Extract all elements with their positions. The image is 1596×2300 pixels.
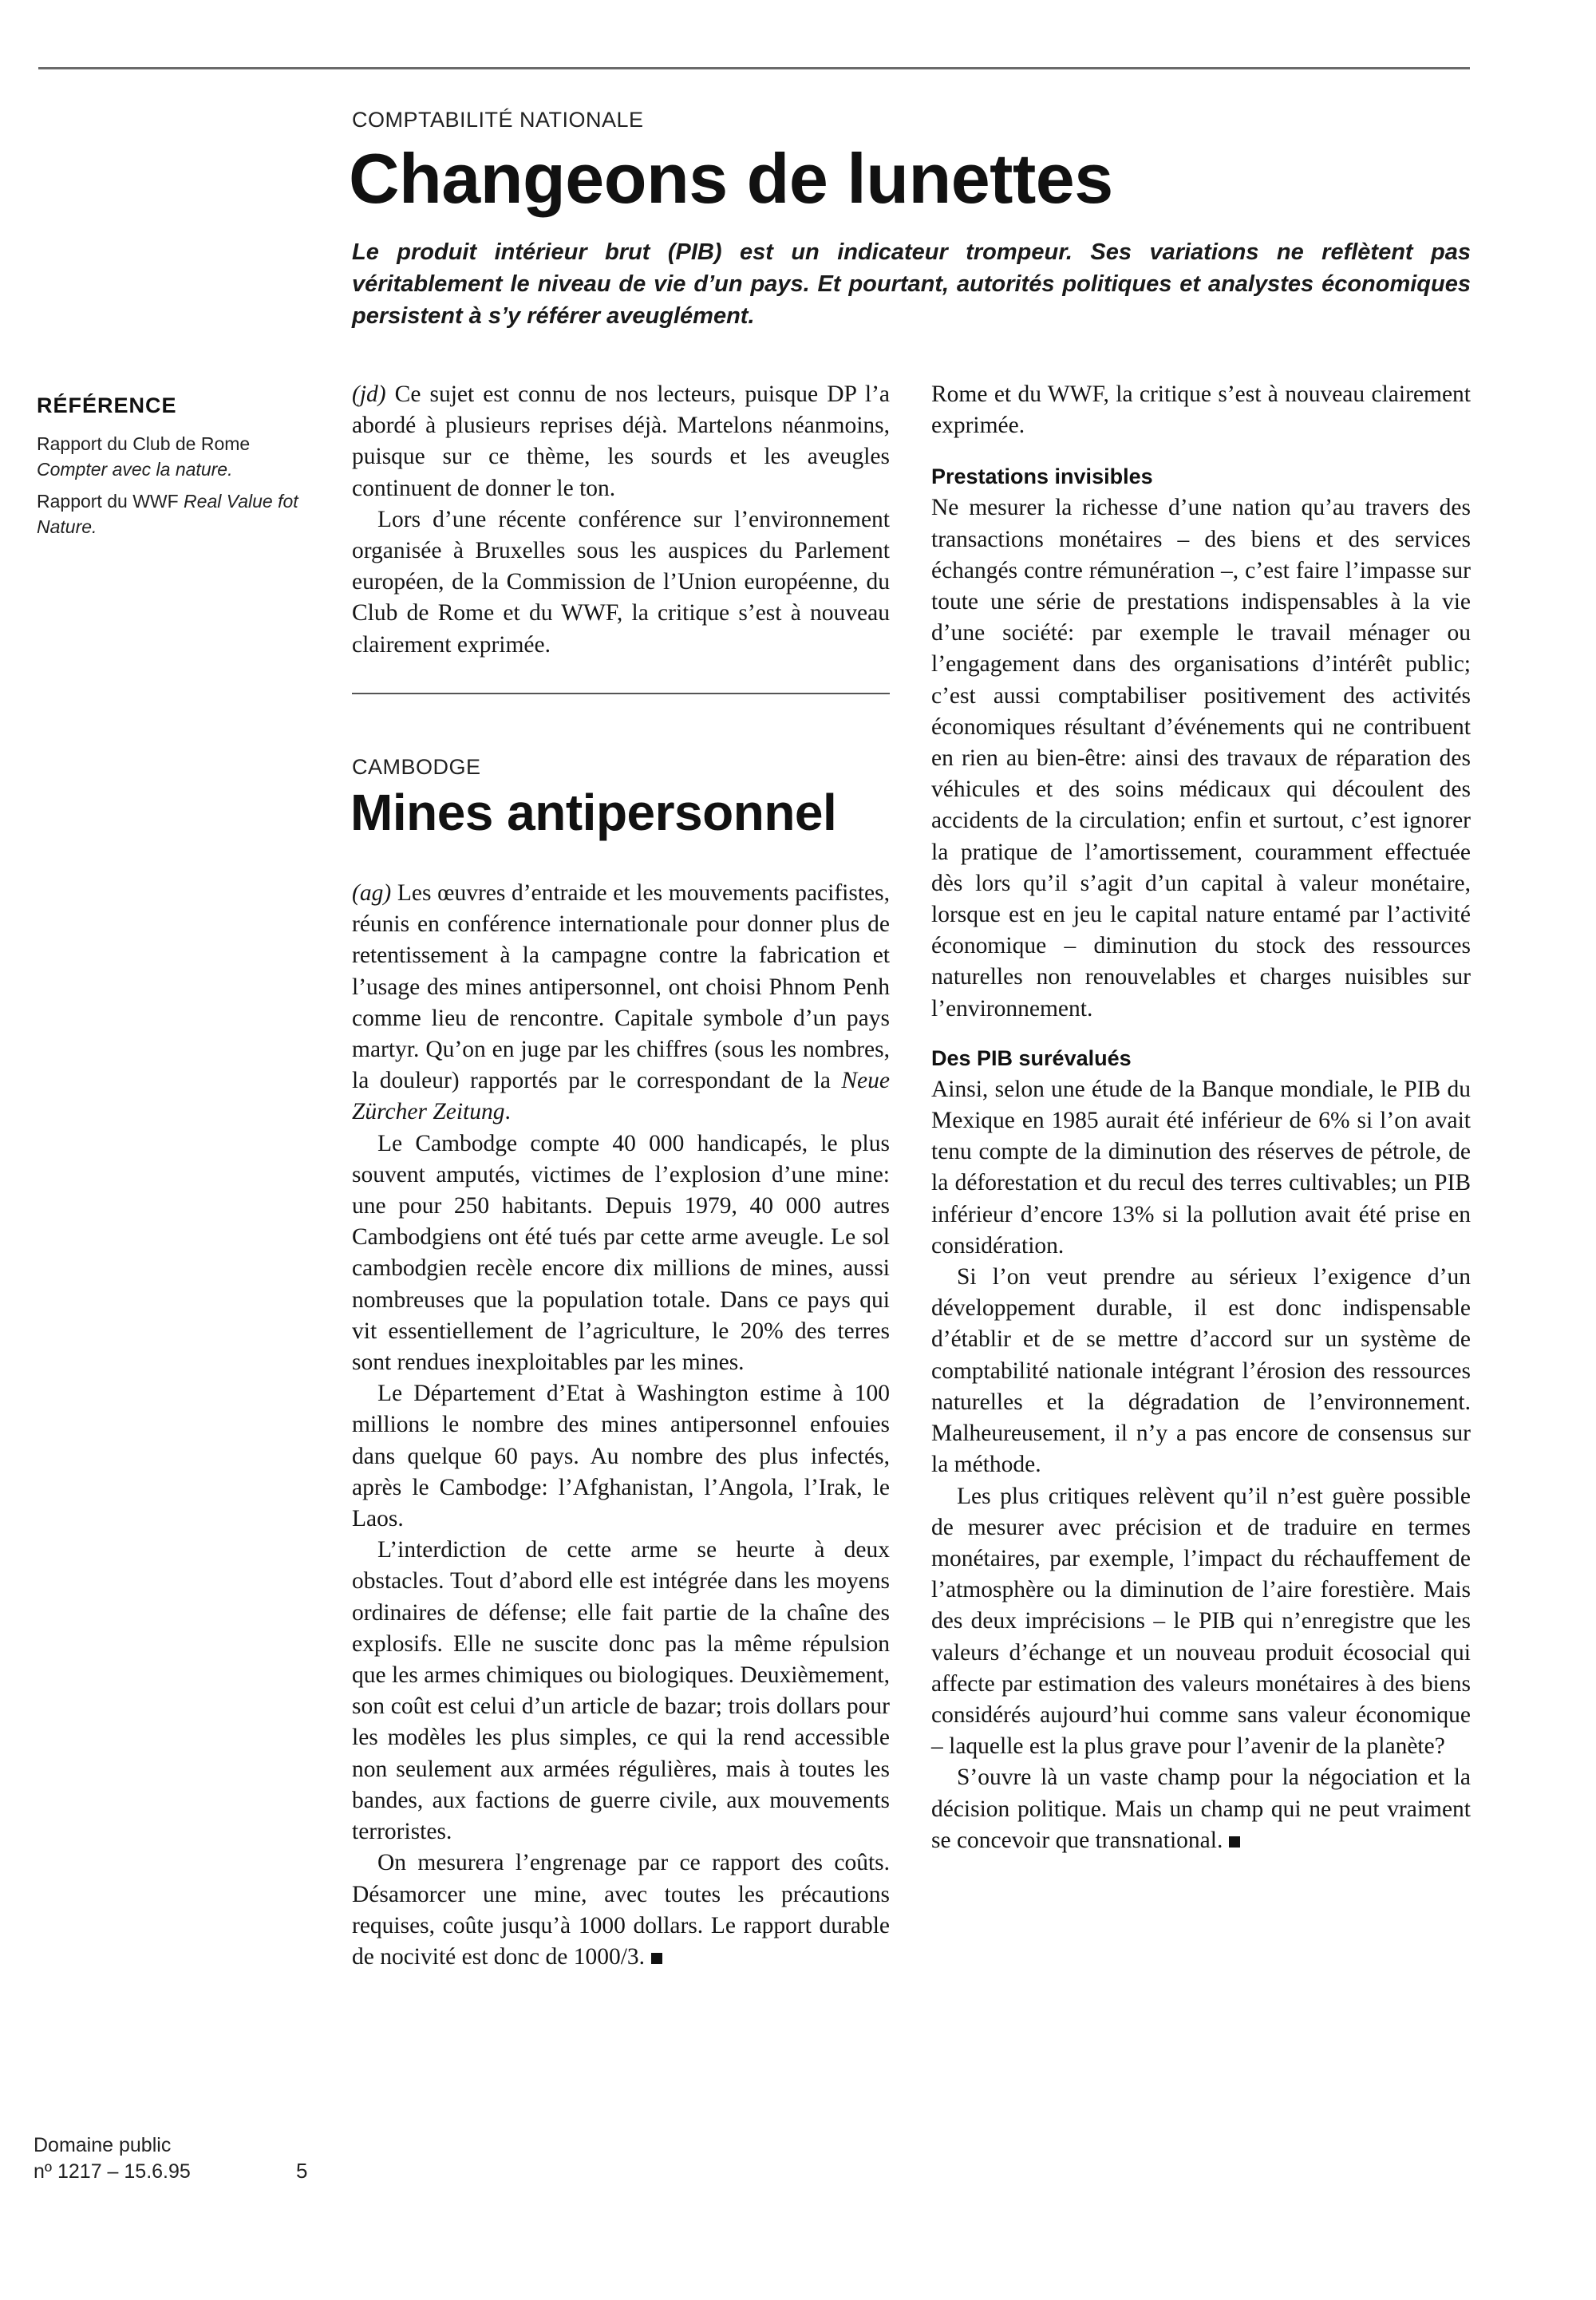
article2-paragraph-5: On mesurera l’engrenage par ce rapport des coûts. Désamorcer une mine, avec toutes les précautions requises, coûte jusqu’à 1000 dollars. Le rapport durable de nocivité est donc de 1000/3.	[352, 1850, 890, 1970]
article1-paragraph-5: Si l’on veut prendre au sérieux l’exigence d’un développement durable, il est donc indispensable d’établir et de se mettre d’accord sur un système de comptabilité nationale intégrant l’érosion des ressources naturelles et la dégradation de l’environnement. Malheureusement, il n’y a pas encore de consensus sur la méthode.	[931, 1264, 1471, 1478]
reference-wwf: Rapport du WWF Real Value fot Nature.	[37, 491, 298, 537]
article2-paragraph-3: Le Département d’Etat à Washington estime à 100 millions le nombre des mines antipersonnel enfouies dans quelque 60 pays. Au nombre des plus infectés, après le Cambodge: l’Afghanistan, l’Angola, l’Irak, le Laos.	[352, 1381, 890, 1532]
end-of-article-mark	[651, 1953, 662, 1964]
article1-lead: Le produit intérieur brut (PIB) est un indicateur trompeur. Ses variations ne reflètent pas véritablement le niveau de vie d’un pays. Et pourtant, autorités politiques et analystes économiques persistent à s’y référer aveuglément.	[352, 239, 1471, 329]
issue-number: nº 1217 – 15.6.95	[34, 2160, 191, 2183]
article2-paragraph-4: L’interdiction de cette arme se heurte à deux obstacles. Tout d’abord elle est intégrée dans les moyens ordinaires de défense; elle fait partie de la chaîne des explosifs. Elle ne suscite donc pas la même répulsion que les armes chimiques ou biologiques. Deuxièmement, son coût est celui d’un article de bazar; trois dollars pour les modèles les plus simples, ce qui la rend accessible non seulement aux armées régulières, mais à toutes les bandes, aux factions de guerre civile, aux mouvements terroristes.	[352, 1537, 890, 1845]
article2-paragraph-1: (ag) Les œuvres d’entraide et les mouvements pacifistes, réunis en conférence internationale pour donner plus de retentissement à la campagne contre la fabrication et l’usage des mines antipersonnel, ont choisi Phnom Penh comme lieu de rencontre. Capitale symbole d’un pays martyr. Qu’on en juge par les chiffres (sous les nombres, la douleur) rapportés par le correspondant de la Neue Zürcher Zeitung.	[352, 880, 890, 1125]
article2-paragraph-2: Le Cambodge compte 40 000 handicapés, le plus souvent amputés, victimes de l’explosion d’une mine: une pour 250 habitants. Depuis 1979, 40 000 autres Cambodgiens ont été tués par cette arme aveugle. Le sol cambodgien recèle encore dix millions de mines, aussi nombreuses que la population totale. Dans ce pays qui vit essentiellement de l’agriculture, le 20% des terres sont rendues inexploitables par les mines.	[352, 1130, 890, 1376]
article1-paragraph-2-cont: Rome et du WWF, la critique s’est à nouveau clairement exprimée.	[931, 381, 1471, 439]
article1-kicker: COMPTABILITÉ NATIONALE	[352, 108, 644, 132]
article1-paragraph-2: Lors d’une récente conférence sur l’environnement organisée à Bruxelles sous les auspices du Parlement européen, de la Commission de l’Union européenne, du Club de Rome et du WWF, la critique s’est à nouveau clairement exprimée.	[352, 506, 890, 658]
end-of-article-mark	[1229, 1836, 1240, 1848]
sidebar-title: RÉFÉRENCE	[37, 393, 177, 417]
reference-sidebar	[37, 393, 316, 546]
article1-heading-prestations: Prestations invisibles	[931, 464, 1153, 489]
article2-title: Mines antipersonnel	[350, 784, 837, 841]
article1-paragraph-3: Ne mesurer la richesse d’une nation qu’au travers des transactions monétaires – des biens et des services échangés contre rémunération –, c’est faire l’impasse sur toute une série de prestations indispensables à la vie d’une société: par exemple le travail ménager ou l’engagement dans des organisations d’intérêt public; c’est aussi comptabiliser positivement des activités économiques résultant d’événements qui ne contribuent en rien au bien-être: ainsi des travaux de réparation des véhicules et des soins médicaux qui découlent des accidents de la circulation; enfin et surtout, c’est ignorer la pratique de l’amortissement, couramment effectuée dès lors qu’il s’agit d’un capital à valeur monétaire, lorsque est en jeu le capital nature entamé par l’activité économique – diminution du stock des ressources naturelles non renouvelables et charges nuisibles sur l’environnement.	[931, 495, 1471, 1022]
article1-paragraph-1: (jd) Ce sujet est connu de nos lecteurs, puisque DP l’a abordé à plusieurs reprises déjà. Martelons néanmoins, puisque sur ce thème, les sourds et les aveugles continuent de donner le ton.	[352, 381, 890, 501]
top-rule	[38, 67, 1470, 69]
article1-title: Changeons de lunettes	[349, 139, 1113, 218]
article2-kicker: CAMBODGE	[352, 755, 481, 779]
publication-name: Domaine public	[34, 2134, 172, 2156]
publication-footer	[34, 2132, 191, 2185]
article1-paragraph-4: Ainsi, selon une étude de la Banque mondiale, le PIB du Mexique en 1985 aurait été inférieur de 6% si l’on avait tenu compte de la diminution des réserves de pétrole, de la déforestation et du recul des terres cultivables; un PIB inférieur d’encore 13% si la pollution avait été prise en considération.	[931, 1076, 1471, 1259]
article1-column-left	[352, 379, 890, 661]
article1-column-right	[931, 379, 1471, 1856]
article1-paragraph-6: Les plus critiques relèvent qu’il n’est guère possible de mesurer avec précision et de traduire en termes monétaires, par exemple, l’impact du réchauffement de l’atmosphère ou la diminution de l’aire forestière. Mais des deux imprécisions – le PIB qui n’enregistre que les valeurs d’échange et un nouveau produit écosocial qui affecte par estimation des valeurs monétaires à des biens considérés aujourd’hui comme sans valeur économique – laquelle est la plus grave pour l’avenir de la planète?	[931, 1483, 1471, 1760]
page-number: 5	[296, 2159, 308, 2183]
reference-club-de-rome: Rapport du Club de Rome Compter avec la nature.	[37, 433, 251, 480]
article2-column	[352, 878, 890, 1973]
article1-paragraph-7: S’ouvre là un vaste champ pour la négociation et la décision politique. Mais un champ qui ne peut vraiment se concevoir que transnational.	[931, 1765, 1471, 1853]
article1-heading-pib: Des PIB surévalués	[931, 1045, 1132, 1070]
article-separator-rule	[352, 693, 890, 694]
